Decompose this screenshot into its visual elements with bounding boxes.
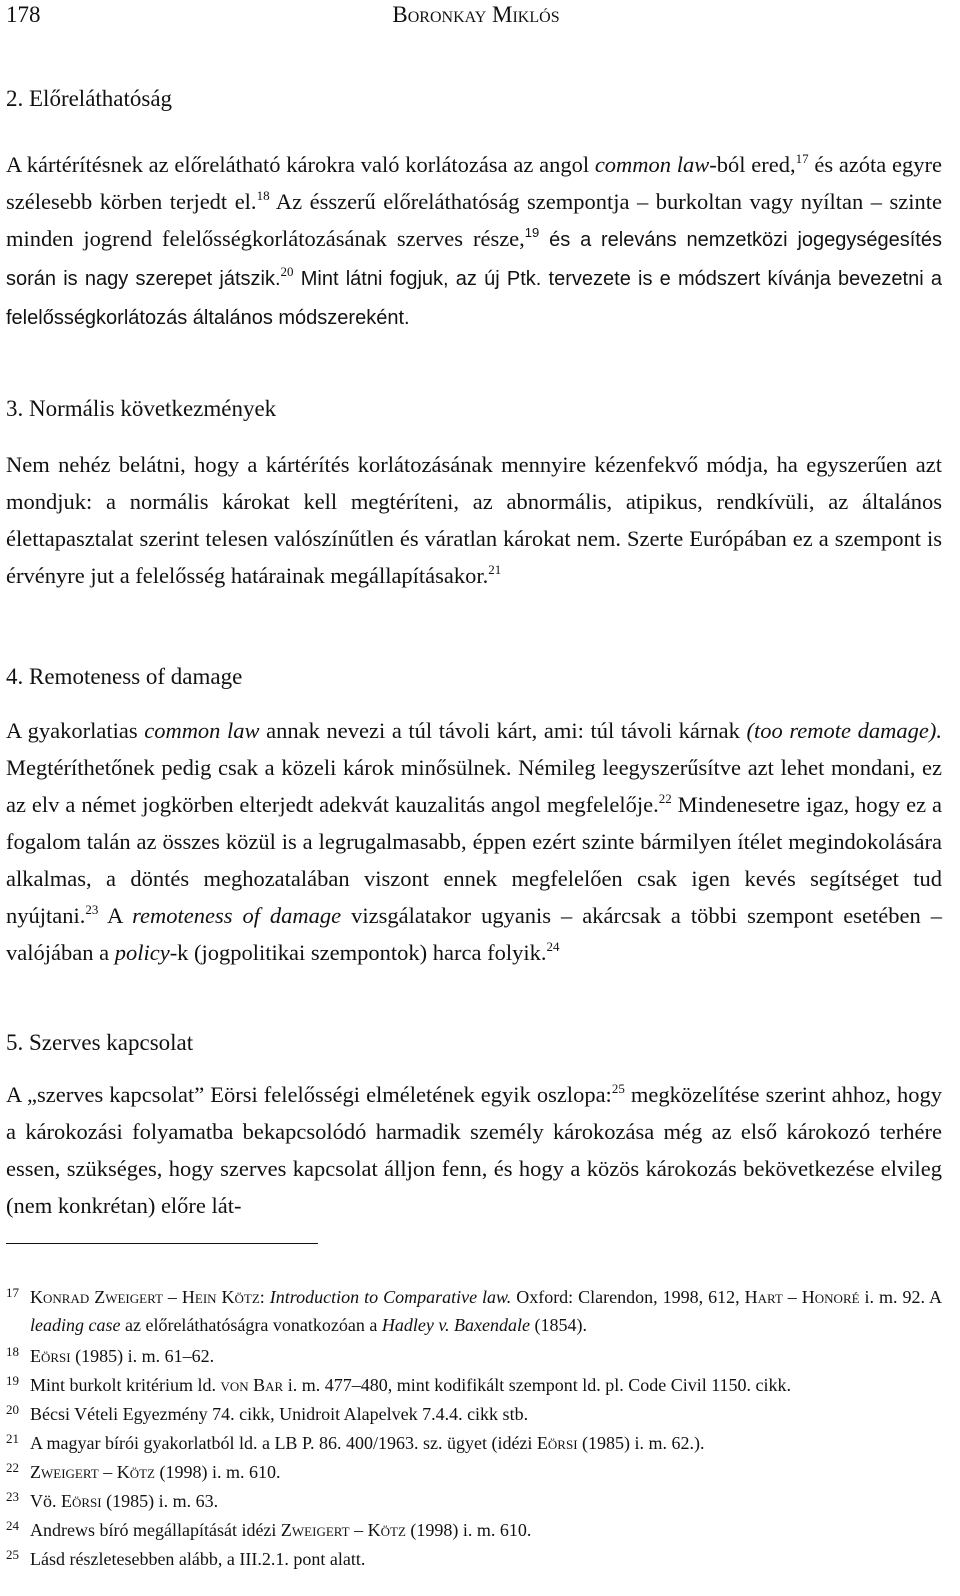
italic-term: common law — [594, 152, 710, 177]
section-2-heading: 2. Előreláthatóság — [6, 86, 173, 111]
section-5-paragraph: A „szerves kapcsolat” Eörsi felelősségi elméletének egyik oszlopa:$^{25}$ megközelítése szerint ahhoz, hogy a károkozási folyamatba bekapcsolódó harmadik személy károkozása még az első károkozó terhére essen, szükséges, hogy szerves kapcsolat álljon fenn, és hogy a közös károkozás bekövetkezése elvileg (nem konkrétan) előre lát- — [6, 1081, 942, 1218]
footnote-25: 25 Lásd részletesebben alább, a III.2.1. pont alatt. — [6, 1547, 366, 1569]
footnote-ref-23[interactable]: 23 — [85, 902, 99, 917]
footnote-ref-19[interactable]: 19 — [524, 225, 540, 240]
footnote-divider — [6, 1243, 318, 1244]
section-4-heading: 4. Remoteness of damage — [6, 664, 243, 689]
footnote-21: 21 A magyar bírói gyakorlatból ld. a LB P. 86. 400/1963. sz. ügyet (idézi Eörsi (1985) i. m. 62.). — [6, 1431, 705, 1453]
footnote-ref-24[interactable]: 24 — [546, 939, 560, 954]
section-5-heading: 5. Szerves kapcsolat — [6, 1030, 194, 1055]
section-3-paragraph: Nem nehéz belátni, hogy a kártérítés korlátozásának mennyire kézenfekvő módja, ha egyszerűen azt mondjuk: a normális károkat kell megtéríteni, az abnormális, atipikus, rendkívüli, az általános élettapasztalat szerint telesen valószínűtlen és váratlan károkat nem. Szerte Európában ez a szempont is érvényre jut a felelősség határainak megállapításakor.$^{21}$ — [6, 452, 942, 588]
footnote-ref-25[interactable]: 25 — [611, 1081, 625, 1096]
section-3-heading: 3. Normális következmények — [6, 396, 277, 421]
footnote-ref-21[interactable]: 21 — [488, 562, 502, 577]
footnote-19: 19 Mint burkolt kritérium ld. von Bar i. m. 477–480, mint kodifikált szempont ld. pl. Code Civil 1150. cikk. — [6, 1373, 792, 1395]
section-4-paragraph: A gyakorlatias common law annak nevezi a túl távoli kárt, ami: túl távoli kárnak (too remote damage). Megtéríthetőnek pedig csak a közeli károk minősülnek. Némileg leegyszerűsítve azt lehet mondani, ez az elv a német jogkörben elterjedt adekvát kauzalitás angol megfelelője.$^{22}$ Mindenesetre igaz, hogy ez a fogalom talán az összes közül is a legrugalmasabb, éppen ezért szinte bármilyen ítélet megindokolására alkalmas, a döntés meghozatalában viszont ennek megfelelően csak igen kevés segítséget tud nyújtani.$^{23}$ A remoteness of damage vizsgálatakor ugyanis – akárcsak a többi szempont esetében – valójában a policy-k (jogpolitikai szempontok) harca folyik.$^{24}$ — [6, 718, 942, 965]
footnote-ref-22[interactable]: 22 — [658, 791, 672, 806]
footnote-24: 24 Andrews bíró megállapítását idézi Zweigert – Kötz (1998) i. m. 610. — [6, 1518, 532, 1540]
footnote-20: 20 Bécsi Vételi Egyezmény 74. cikk, Unidroit Alapelvek 7.4.4. cikk stb. — [6, 1402, 529, 1424]
page-number: 178 — [6, 2, 41, 27]
section-2-paragraph: A kártérítésnek az előrelátható károkra való korlátozása az angol common law-ból ered,$^{17}$ és azóta egyre szélesebb körben terjedt el.$^{18}$ Az ésszerű előreláthatóság szempontja – burkoltan vagy nyíltan – szinte minden jogrend felelősségkorlátozásának szerves része,$^{19}$ és a releváns nemzetközi jogegységesítés során is nagy szerepet játszik.$^{20}$ Mint látni fogjuk, az új Ptk. tervezete is e módszert kívánja bevezetni a felelősségkorlátozás általános módszereként. — [6, 151, 943, 329]
footnote-ref-17[interactable]: 17 — [795, 151, 809, 166]
footnote-22: 22 Zweigert – Kötz (1998) i. m. 610. — [6, 1460, 281, 1482]
footnote-23: 23 Vö. Eörsi (1985) i. m. 63. — [6, 1489, 219, 1511]
footnote-18: 18 Eörsi (1985) i. m. 61–62. — [6, 1344, 215, 1366]
footnote-ref-20[interactable]: 20 — [280, 264, 294, 279]
running-head: Boronkay Miklós — [392, 2, 560, 27]
page-header — [6, 2, 946, 32]
footnote-ref-18[interactable]: 18 — [256, 188, 270, 203]
footnote-17: 17 Konrad Zweigert – Hein Kötz: Introduction to Comparative law. Oxford: Clarendon, 1998, 612, Hart – Honoré i. m. 92. A leading case az előreláthatóságra vonatkozóan a Hadley v. Baxendale (1854). — [6, 1285, 942, 1335]
